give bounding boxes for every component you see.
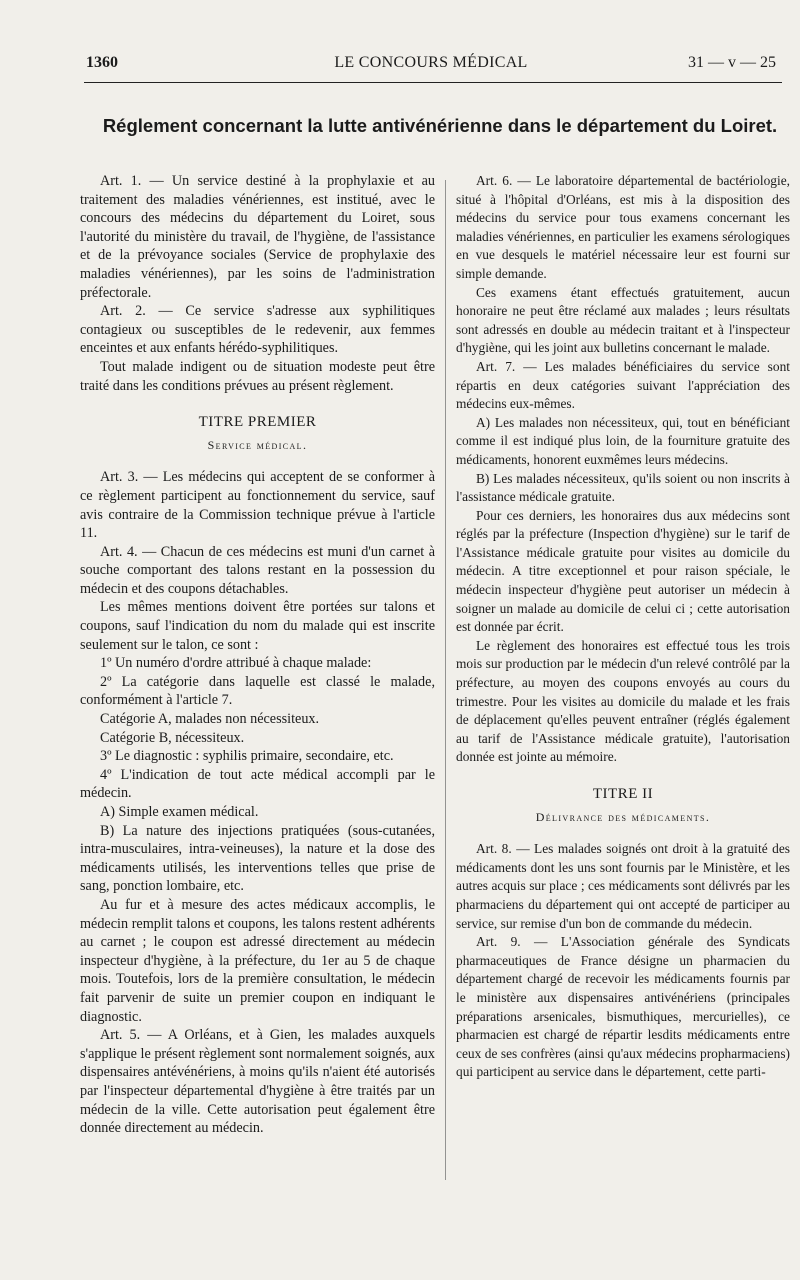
paragraph: Au fur et à mesure des actes médicaux accomplis, le médecin remplit talons et coupons, les talons restent adhérents au carnet ; le coupon est adressé directement au médecin inspecteur d'hygiène, à la préfecture, du 1er au 5 de chaque mois. Toutefois, lors de la première consultation, le médecin fait parvenir de suite un premier coupon en indiquant le diagnostic. [80, 896, 435, 1025]
paragraph: A) Les malades non nécessiteux, qui, tout en bénéficiant comme il est indiqué plus loin, de la fourniture gratuite des médicaments, honorent euxmêmes leurs médecins. [456, 414, 790, 467]
paragraph: Art. 4. — Chacun de ces médecins est muni d'un carnet à souche comportant des talons restant en la possession du médecin et des coupons détachables. [80, 543, 435, 597]
right-column [456, 172, 790, 1082]
paragraph: Art. 2. — Ce service s'adresse aux syphilitiques contagieux ou susceptibles de le redevenir, aux femmes enceintes et aux enfants hérédo-syphilitiques. [80, 303, 435, 357]
paragraph: Catégorie A, malades non nécessiteux. [100, 711, 320, 728]
journal-title: LE CONCOURS MÉDICAL [334, 54, 528, 71]
paragraph: Art. 1. — Un service destiné à la prophylaxie et au traitement des maladies vénériennes, est institué, avec le concours des médecins du département du Loiret, sous l'autorité du ministère du travail, de l'hygiène, de l'assistance et de la prévoyance sociales (Service de prophylaxie des maladies vénériennes), par les soins de l'administration préfectorale. [80, 173, 435, 301]
running-header [86, 54, 776, 78]
section-heading: TITRE PREMIER [198, 414, 317, 431]
paragraph: B) La nature des injections pratiquées (sous-cutanées, intra-musculaires, intra-veineuses), la nature et la dose des médicaments utilisés, les interventions telles que prise de sang, ponction lombaire, etc. [80, 822, 435, 895]
column-divider [445, 180, 446, 1180]
paragraph: Art. 5. — A Orléans, et à Gien, les malades auxquels s'applique le présent règlement sont normalement soignés, aux dispensaires antévénériens, à moins qu'ils n'aient été autorisés par l'inspecteur départemental d'hygiène à être traités par un médecin de la ville. Cette autorisation peut également être donnée directement au médecin. [80, 1027, 435, 1137]
paragraph: 1º Un numéro d'ordre attribué à chaque malade: [100, 655, 372, 672]
paragraph: Art. 9. — L'Association générale des Syndicats pharmaceutiques de France désigne un pharmacien du département chargé de recevoir les médicaments fournis par le ministère aux dispensaires antivénériens (principales préparations arsenicales, bismuthiques, mercurielles), ce pharmacien est chargé de répartir lesdits médicaments entre ceux de ses confrères (ainsi qu'aux médecins propharmaciens) qui participent au service dans le département, cette parti- [456, 934, 790, 1080]
paragraph: Le règlement des honoraires est effectué tous les trois mois sur production par le médecin d'un relevé contrôlé par la préfecture, au moyen des coupons envoyés au cours du trimestre. Pour les visites au domicile du malade et les frais de déplacement qu'elles peuvent entraîner (réglés également au tarif de l'Assistance médicale gratuite), l'autorisation donnée est jointe au mémoire. [456, 637, 790, 765]
section-subheading: Délivrance des médicaments. [535, 809, 711, 824]
paragraph: 3º Le diagnostic : syphilis primaire, secondaire, etc. [100, 748, 394, 765]
paragraph: Les mêmes mentions doivent être portées sur talons et coupons, sauf l'indication du nom du malade qui est inscrite seulement sur le talon, ce sont : [80, 599, 435, 653]
paragraph: A) Simple examen médical. [100, 804, 259, 820]
section-subheading: Service médical. [207, 437, 308, 452]
section-heading: TITRE II [592, 786, 654, 802]
paragraph: Ces examens étant effectués gratuitement, aucun honoraire ne peut être réclamé aux malades ; leurs résultats sont adressés en double au médecin traitant et à l'inspecteur d'hygiène, qui les joint aux bulletins concernant le malade. [456, 284, 790, 356]
issue-date: 31 — v — 25 [688, 54, 776, 71]
paragraph: Tout malade indigent ou de situation modeste peut être traité dans les conditions prévues au présent règlement. [80, 358, 435, 394]
paragraph: Pour ces derniers, les honoraires dus aux médecins sont réglés par la préfecture (Inspection d'hygiène) sur le tarif de l'Assistance médicale gratuite pour visites au domicile du médecin. A titre exceptionnel et pour raison spéciale, le médecin inspecteur d'hygiène peut autoriser un médecin à soigner un malade au domicile de celui ci ; cette autorisation est donnée par écrit. [456, 507, 790, 635]
page-number: 1360 [86, 54, 118, 71]
paragraph: Art. 7. — Les malades bénéficiaires du service sont répartis en deux catégories suivant l'appréciation des médecins eux-mêmes. [456, 358, 790, 412]
paragraph: 4º L'indication de tout acte médical accompli par le médecin. [80, 766, 435, 802]
paragraph: 2º La catégorie dans laquelle est classé le malade, conformément à l'article 7. [80, 673, 435, 709]
paragraph: Art. 3. — Les médecins qui acceptent de se conformer à ce règlement participent au fonctionnement du service, sauf avis contraire de la Commission technique prévue à l'article 11. [80, 469, 435, 542]
paragraph: Art. 8. — Les malades soignés ont droit à la gratuité des médicaments dont les uns sont fournis par le Ministère, et les autres acquis sur place ; ces médicaments sont délivrés par les pharmaciens du département qui ont accepté de participer au service, sur remise d'un bon de commande du médecin. [456, 841, 790, 931]
paragraph: Art. 6. — Le laboratoire départemental de bactériologie, situé à l'hôpital d'Orléans, est mis à la disposition des médecins du service pour tous examens concernant les maladies vénériennes, en particulier les examens sérologiques en vue desquels le matériel nécessaire leur est fourni sur simple demande. [456, 173, 790, 281]
header-rule [84, 82, 782, 83]
paragraph: Catégorie B, nécessiteux. [100, 729, 245, 746]
left-column [80, 172, 435, 1138]
paragraph: B) Les malades nécessiteux, qu'ils soient ou non inscrits à l'assistance médicale gratuite. [456, 470, 790, 505]
article-title: Réglement concernant la lutte antivénérienne dans le département du Loiret. [102, 115, 778, 136]
